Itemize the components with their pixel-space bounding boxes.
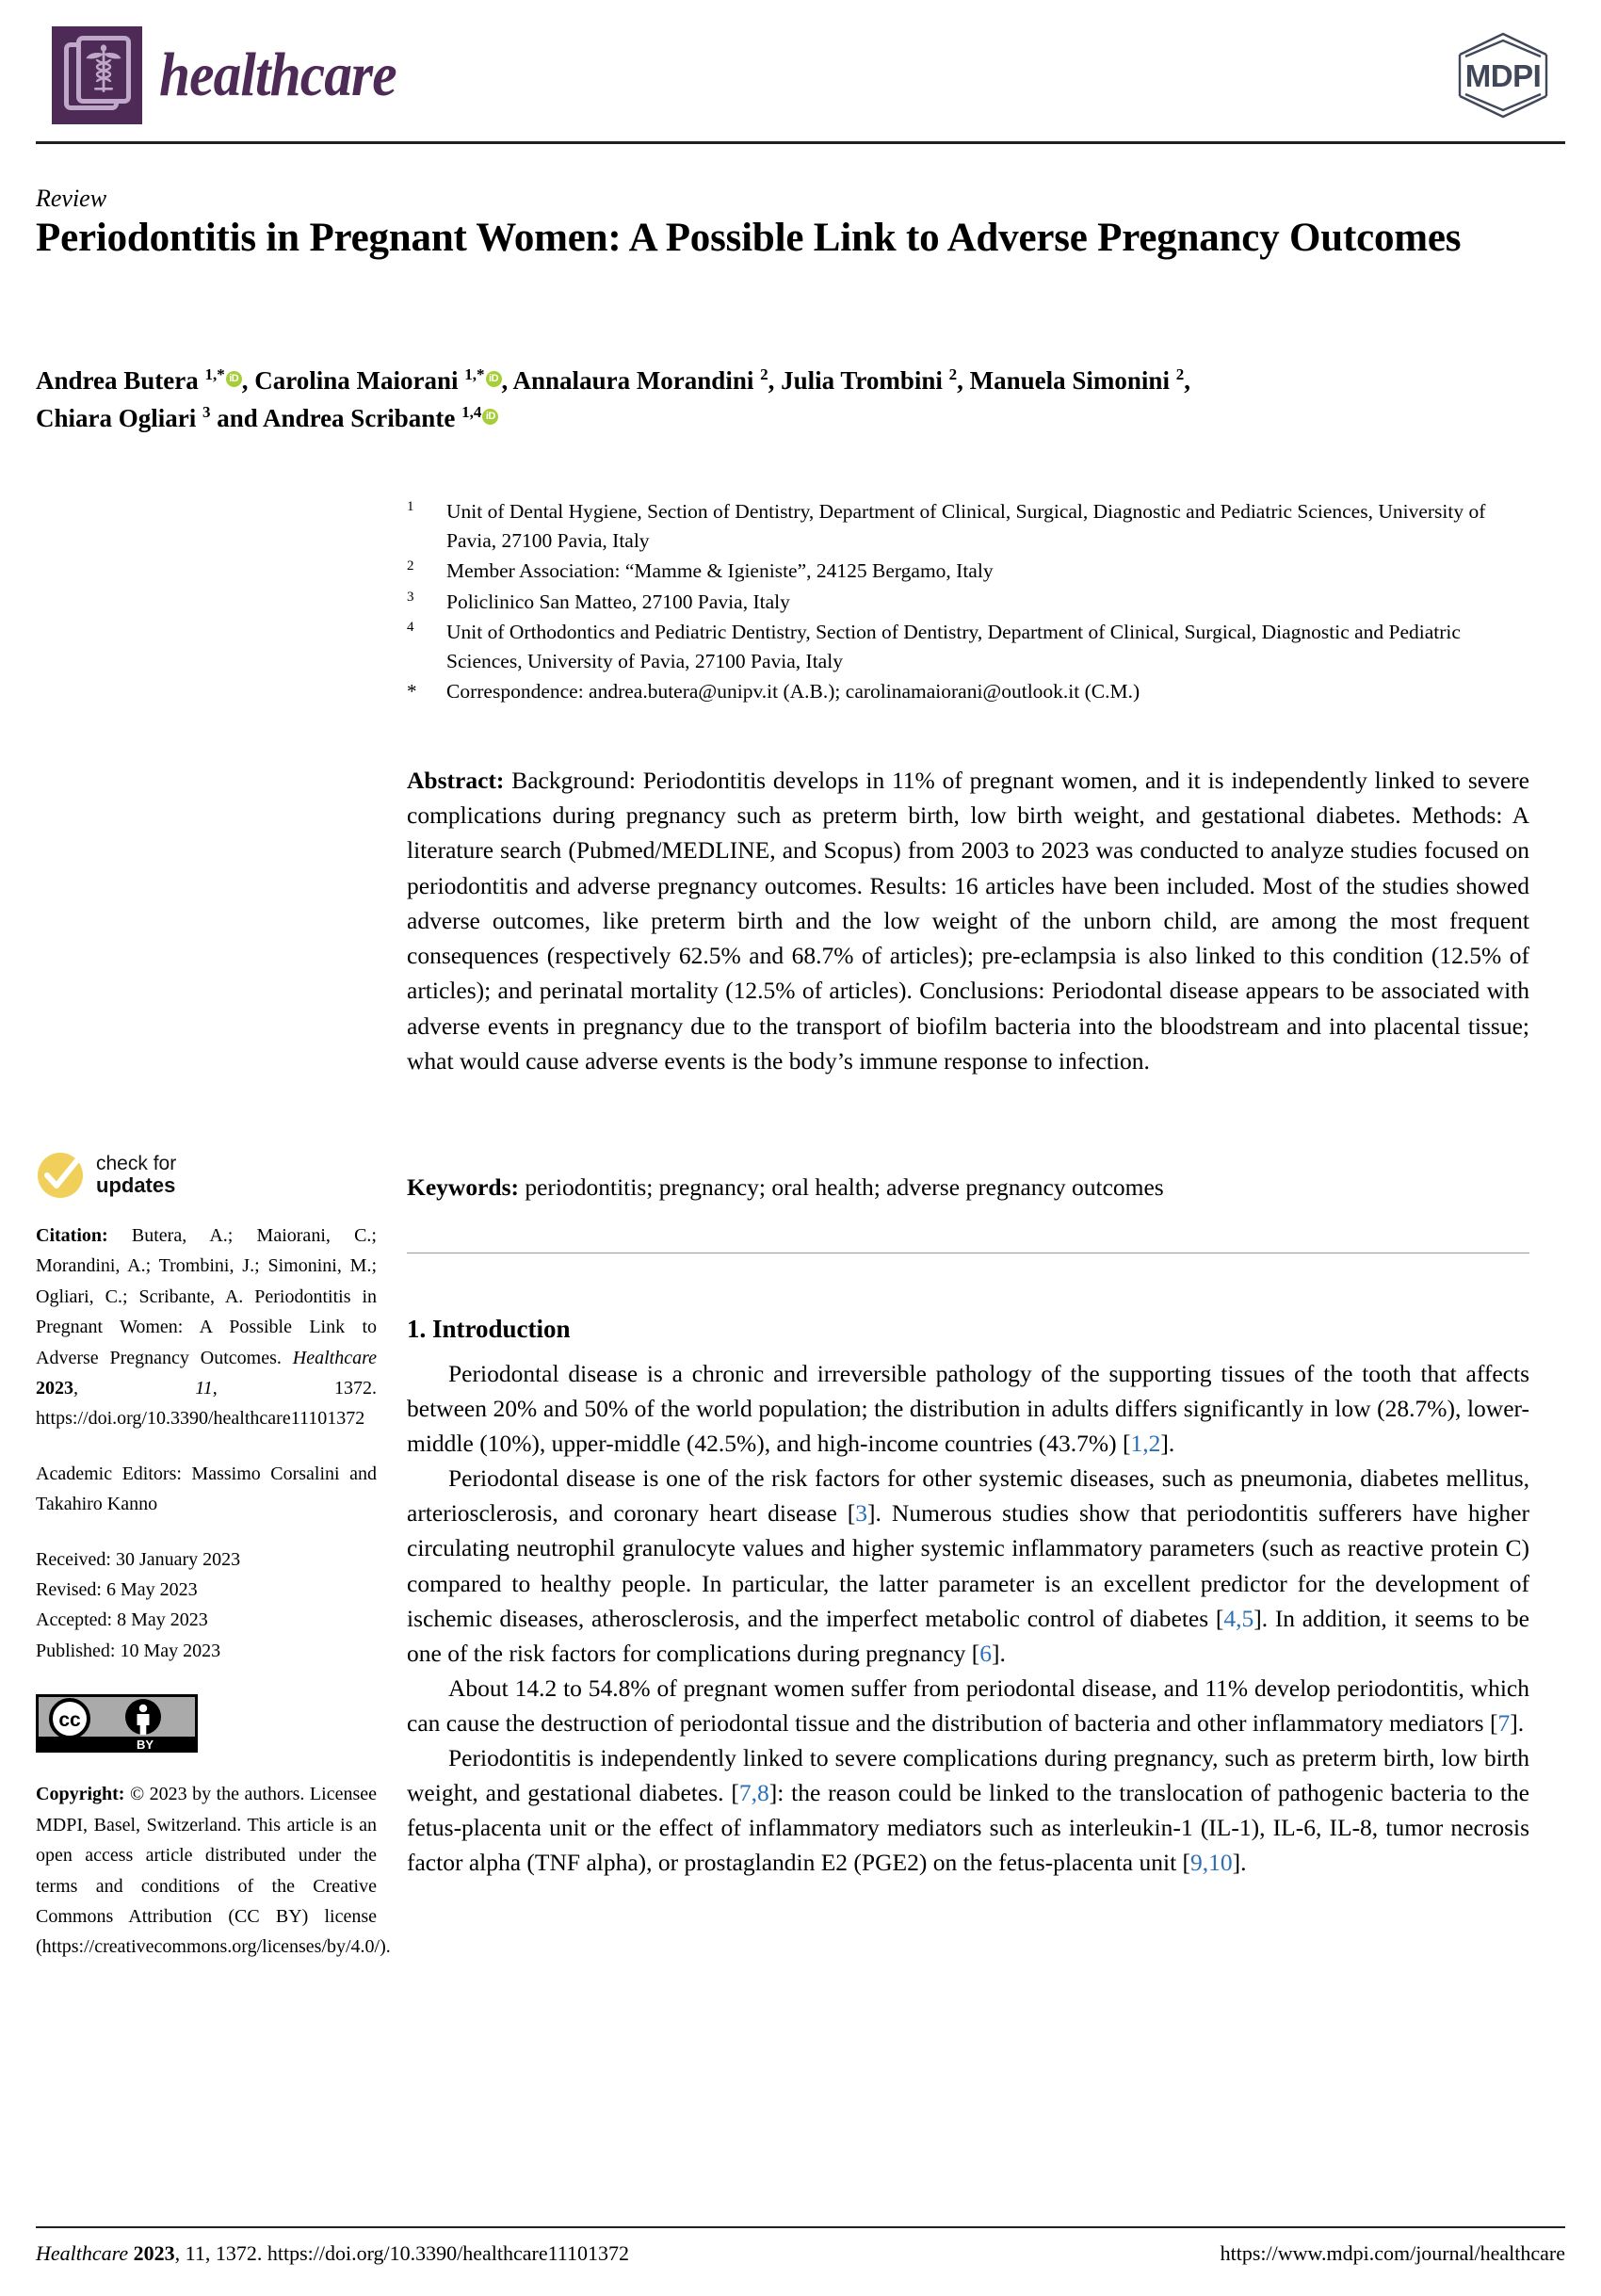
citation-reference-link[interactable]: 7 bbox=[1497, 1708, 1511, 1737]
affiliation-mark: 3 bbox=[407, 589, 414, 605]
citation-reference-link[interactable]: 3 bbox=[855, 1499, 868, 1528]
affiliation-item bbox=[407, 588, 1528, 617]
author-affiliation-mark: 2 bbox=[760, 365, 768, 383]
affiliation-item bbox=[407, 677, 1528, 706]
introduction-body bbox=[407, 1356, 1529, 1880]
body-text-span: ]. bbox=[1510, 1708, 1525, 1737]
journal-masthead bbox=[52, 26, 423, 124]
body-paragraph bbox=[407, 1671, 1529, 1740]
article-type-label: Review bbox=[36, 185, 107, 212]
citation-label: Citation: bbox=[36, 1225, 108, 1246]
abstract-text: Background: Periodontitis develops in 11% of pregnant women, and it is independently linked to severe complications during pregnancy such as preterm birth, low birth weight, and gestational diabetes. Methods: A literature search (Pubmed/MEDLINE, and Scopus) from 2003 to 2023 was conducted to analyze studies focused on periodontitis and adverse pregnancy outcomes. Results: 16 articles have been included. Most of the studies showed adverse outcomes, like preterm birth and the low weight of the unborn child, are among the most frequent consequences (respectively 62.5% and 68.7% of articles); pre-eclampsia is also linked to this condition (12.5% of articles); and perinatal mortality (12.5% of articles). Conclusions: Periodontal disease appears to be associated with adverse events in pregnancy due to the transport of biofilm bacteria into the bloodstream and into placental tissue; what would cause adverse events is the body’s immune response to infection. bbox=[407, 767, 1529, 1075]
keywords-block bbox=[407, 1170, 1529, 1205]
citation-reference-link[interactable]: 7,8 bbox=[738, 1779, 769, 1807]
copyright-block bbox=[36, 1779, 391, 1962]
body-text-span: ]. bbox=[1160, 1430, 1175, 1458]
abstract-label: Abstract: bbox=[407, 767, 505, 794]
check-circle-icon bbox=[36, 1151, 85, 1200]
affiliation-text: Correspondence: andrea.butera@unipv.it (A.B.); carolinamaiorani@outlook.it (C.M.) bbox=[446, 680, 1140, 703]
publication-date-line: Revised: 6 May 2023 bbox=[36, 1578, 198, 1600]
affiliation-mark: * bbox=[407, 680, 417, 703]
publication-date-line: Received: 30 January 2023 bbox=[36, 1548, 241, 1570]
body-text-span: ]. Numerous studies show that periodontitis sufferers have higher circulating neutrophil granulocyte values and higher systemic inflammatory parameters (such as reactive protein C) compared to healthy people. In particular, the latter parameter is an excellent predictor for the development of ischemic diseases, atherosclerosis, and the imperfect metabolic control of diabetes [ bbox=[407, 1499, 1529, 1632]
author-separator: and bbox=[210, 403, 264, 432]
body-text-span: About 14.2 to 54.8% of pregnant women suffer from periodontal disease, and 11% develop periodontitis, which can cause the destruction of periodontal tissue and the distribution of bacteria and other inflammatory mediators [ bbox=[407, 1673, 1529, 1737]
author-affiliation-mark: 1,* bbox=[464, 365, 485, 383]
author-affiliation-mark: 1,4 bbox=[461, 402, 482, 421]
publication-date-line: Accepted: 8 May 2023 bbox=[36, 1609, 208, 1631]
author-separator: , bbox=[1184, 366, 1190, 395]
citation-block bbox=[36, 1221, 377, 1434]
author-separator: , bbox=[241, 366, 255, 395]
svg-text:BY: BY bbox=[136, 1738, 154, 1753]
citation-text-2: , 1372. https://doi.org/10.3390/healthcare11101372 bbox=[36, 1377, 378, 1430]
affiliation-text: Member Association: “Mamme & Igieniste”, 24125 Bergamo, Italy bbox=[446, 559, 994, 583]
citation-reference-link[interactable]: 1,2 bbox=[1130, 1430, 1161, 1458]
page-title: Periodontitis in Pregnant Women: A Possible Link to Adverse Pregnancy Outcomes bbox=[36, 216, 1462, 260]
citation-journal: Healthcare bbox=[292, 1347, 377, 1368]
page-footer bbox=[36, 2241, 1565, 2266]
author-list bbox=[36, 363, 1543, 438]
copyright-text: © 2023 by the authors. Licensee MDPI, Basel, Switzerland. This article is an open access article distributed under the terms and conditions of the Creative Commons Attribution (CC BY) license (https://creativecommons.org/licenses/by/4.0/). bbox=[36, 1784, 391, 1958]
academic-editors: Academic Editors: Massimo Corsalini and Takahiro Kanno bbox=[36, 1463, 377, 1515]
footer-journal-url: https://www.mdpi.com/journal/healthcare bbox=[1220, 2241, 1565, 2265]
svg-text:MDPI: MDPI bbox=[1464, 58, 1542, 93]
citation-reference-link[interactable]: 6 bbox=[979, 1639, 993, 1667]
author-name: Carolina Maiorani bbox=[254, 366, 465, 395]
section-heading-introduction: 1. Introduction bbox=[407, 1315, 571, 1343]
body-text-span: Periodontal disease is one of the risk factors for other systemic diseases, such as pneumonia, diabetes mellitus, arteriosclerosis, and coronary heart disease [ bbox=[407, 1464, 1529, 1528]
author-name: Andrea Scribante bbox=[263, 403, 462, 432]
affiliation-text: Unit of Dental Hygiene, Section of Dentistry, Department of Clinical, Surgical, Diagnostic and Pediatric Sciences, University of Pavia, 27100 Pavia, Italy bbox=[446, 500, 1486, 552]
body-text-span: ]. bbox=[1232, 1849, 1247, 1877]
affiliation-mark: 2 bbox=[407, 558, 414, 574]
body-paragraph bbox=[407, 1356, 1529, 1461]
body-paragraph bbox=[407, 1461, 1529, 1671]
author-affiliation-mark: 2 bbox=[948, 365, 958, 383]
author-name: Andrea Butera bbox=[36, 366, 205, 395]
publication-date-line: Published: 10 May 2023 bbox=[36, 1640, 221, 1661]
author-separator: , bbox=[957, 366, 970, 395]
affiliation-mark: 1 bbox=[407, 499, 414, 514]
cfu-line-2: updates bbox=[96, 1173, 176, 1198]
body-text-span: ]: the reason could be linked to the translocation of pathogenic bacteria to the fetus-placenta unit or the effect of inflammatory mediators such as interleukin-1 (IL-1), IL-6, IL-8, tumor necrosis factor alpha (TNF alpha), or prostaglandin E2 (PGE2) on the fetus-placenta unit [ bbox=[407, 1779, 1529, 1877]
author-name: Julia Trombini bbox=[781, 366, 949, 395]
author-separator: , bbox=[768, 366, 782, 395]
citation-volume: , 11 bbox=[73, 1377, 213, 1399]
cfu-line-1: check for bbox=[96, 1152, 177, 1174]
affiliation-item bbox=[407, 618, 1528, 675]
copyright-label: Copyright: bbox=[36, 1784, 125, 1805]
citation-year: 2023 bbox=[36, 1377, 73, 1399]
body-text-span: ]. In addition, it seems to be one of the risk factors for complications during pregnancy [ bbox=[407, 1604, 1529, 1667]
author-affiliation-mark: 1,* bbox=[204, 365, 225, 383]
footer-rest: , 11, 1372. https://doi.org/10.3390/healthcare11101372 bbox=[174, 2241, 629, 2265]
body-text-span: Periodontitis is independently linked to severe complications during pregnancy, such as preterm birth, low birth weight, and gestational diabetes. [ bbox=[407, 1744, 1529, 1807]
citation-reference-link[interactable]: 4,5 bbox=[1223, 1604, 1254, 1632]
body-text-span: Periodontal disease is a chronic and irreversible pathology of the supporting tissues of the tooth that affects between 20% and 50% of the world population; the distribution in adults differs significantly in low (28.7%), lower-middle (10%), upper-middle (42.5%), and high-income countries (43.7%) [ bbox=[407, 1360, 1529, 1458]
body-text-span: ]. bbox=[992, 1639, 1006, 1667]
affiliation-item bbox=[407, 557, 1528, 586]
body-paragraph bbox=[407, 1740, 1529, 1880]
author-name: Manuela Simonini bbox=[969, 366, 1176, 395]
footer-citation bbox=[36, 2241, 629, 2266]
publication-dates bbox=[36, 1544, 377, 1667]
footer-journal: Healthcare bbox=[36, 2241, 129, 2265]
affiliations-list bbox=[407, 497, 1528, 708]
creative-commons-by-icon bbox=[36, 1694, 198, 1753]
abstract-block bbox=[407, 763, 1529, 1078]
svg-text:cc: cc bbox=[58, 1709, 81, 1732]
author-separator: , bbox=[501, 366, 513, 395]
affiliation-mark: 4 bbox=[407, 620, 414, 636]
check-for-updates-badge[interactable] bbox=[36, 1151, 377, 1200]
author-line-1 bbox=[36, 363, 1543, 400]
orcid-icon[interactable]: iD bbox=[486, 371, 502, 387]
keywords-label: Keywords: bbox=[407, 1173, 519, 1201]
journal-name: healthcare bbox=[159, 40, 396, 109]
sidebar bbox=[36, 1151, 391, 1987]
check-for-updates-label bbox=[96, 1153, 176, 1198]
footer-divider bbox=[36, 2226, 1565, 2228]
mdpi-logo-icon bbox=[1450, 28, 1556, 122]
author-affiliation-mark: 3 bbox=[202, 402, 211, 421]
healthcare-logo-icon bbox=[52, 26, 142, 124]
author-name: Chiara Ogliari bbox=[36, 403, 202, 432]
caduceus-icon bbox=[86, 43, 121, 96]
orcid-icon[interactable]: iD bbox=[226, 371, 242, 387]
header-divider bbox=[36, 141, 1565, 144]
affiliation-item bbox=[407, 497, 1528, 555]
citation-reference-link[interactable]: 9,10 bbox=[1190, 1849, 1233, 1877]
author-affiliation-mark: 2 bbox=[1175, 365, 1185, 383]
citation-text-1: Butera, A.; Maiorani, C.; Morandini, A.; Trombini, J.; Simonini, M.; Ogliari, C.; Scribante, A. Periodontitis in Pregnant Women: A Possible Link to Adverse Pregnancy Outcomes. bbox=[36, 1225, 377, 1368]
affiliation-text: Unit of Orthodontics and Pediatric Dentistry, Section of Dentistry, Department of Clinical, Surgical, Diagnostic and Pediatric Sciences, University of Pavia, 27100 Pavia, Italy bbox=[446, 621, 1461, 672]
author-line-2 bbox=[36, 400, 1543, 438]
affiliation-text: Policlinico San Matteo, 27100 Pavia, Italy bbox=[446, 590, 790, 613]
footer-year: 2023 bbox=[128, 2241, 175, 2265]
keywords-text: periodontitis; pregnancy; oral health; adverse pregnancy outcomes bbox=[518, 1173, 1164, 1201]
orcid-icon[interactable]: iD bbox=[482, 409, 498, 425]
author-name: Annalaura Morandini bbox=[512, 366, 761, 395]
